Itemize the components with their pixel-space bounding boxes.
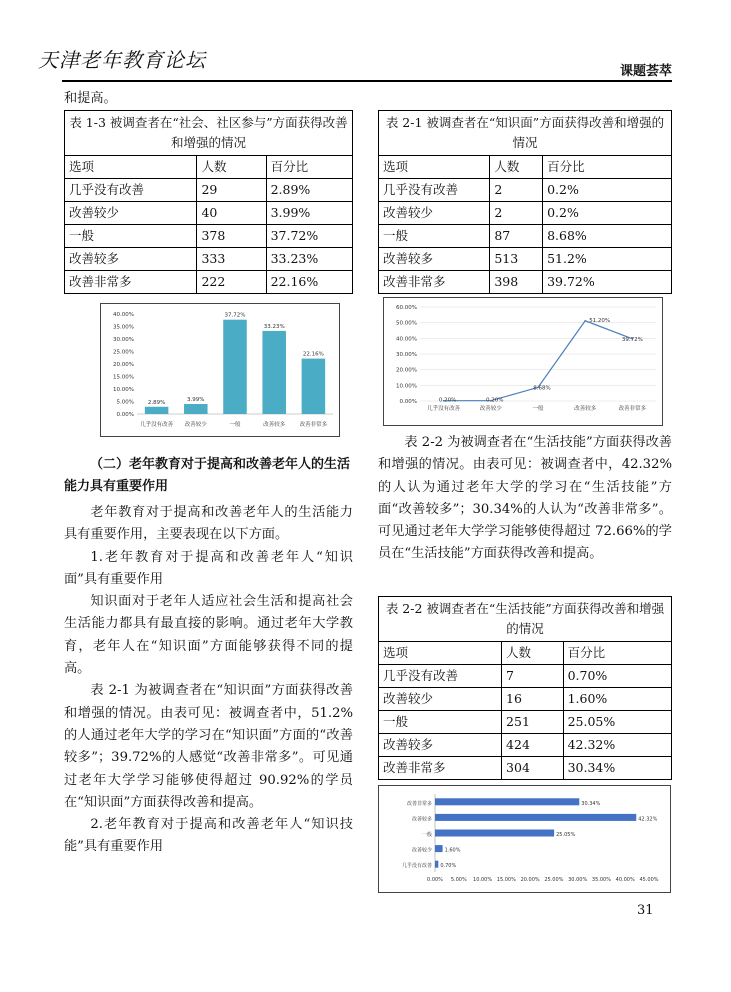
table-cell: 0.2% [543, 179, 672, 202]
table-cell: 几乎没有改善 [379, 665, 502, 688]
table-row [379, 179, 672, 202]
paragraph: 老年教育对于提高和改善老年人的生活能力具有重要作用，主要表现在以下方面。 [64, 505, 353, 543]
y-tick-label: 20.00% [113, 362, 134, 368]
table-header-cell: 百分比 [266, 156, 352, 179]
y-tick-label: 35.00% [113, 324, 134, 331]
table-header-cell: 人数 [502, 642, 564, 665]
chart-1-3 [101, 304, 339, 436]
table-cell: 2.89% [266, 179, 352, 202]
x-tick-label: 30.00% [568, 877, 588, 883]
table-header-cell: 人数 [197, 156, 266, 179]
data-label: 37.72% [224, 312, 246, 319]
paragraph: 知识面对于老年人适应社会生活和提高社会生活能力都具有最直接的影响。通过老年大学教育，老年人在“知识面”方面能够获得不同的提高。 [64, 594, 353, 677]
chart-2-2-box [378, 785, 671, 893]
table-2-2 [378, 596, 672, 780]
table-row [379, 734, 672, 757]
table-1-3 [64, 110, 353, 294]
data-label: 39.72% [621, 336, 643, 343]
table-cell: 87 [490, 225, 543, 248]
x-tick-label: 一般 [532, 406, 544, 412]
x-tick-label: 45.00% [639, 877, 659, 883]
y-tick-label: 改善较多 [411, 816, 432, 823]
y-tick-label: 15.00% [113, 374, 134, 381]
table-cell: 改善非常多 [65, 271, 197, 294]
table-cell: 25.05% [563, 711, 671, 734]
x-tick-label: 40.00% [615, 877, 635, 883]
bar [223, 320, 247, 414]
y-tick-label: 10.00% [113, 387, 134, 393]
table-cell: 一般 [65, 225, 197, 248]
table-cell: 改善较多 [379, 248, 490, 271]
data-label: 0.20% [438, 397, 457, 404]
table-cell: 40 [197, 202, 266, 225]
table-cell: 一般 [379, 225, 490, 248]
table-cell: 一般 [379, 711, 502, 734]
table-caption: 表 2-1 被调查者在“知识面”方面获得改善和增强的情况 [379, 111, 672, 156]
y-tick-label: 30.00% [396, 352, 417, 358]
table-row [379, 202, 672, 225]
x-tick-label: 改善较多 [263, 422, 286, 428]
table-cell: 304 [502, 757, 564, 780]
table-cell: 39.72% [543, 271, 672, 294]
table-caption: 表 1-3 被调查者在“社会、社区参与”方面获得改善和增强的情况 [65, 111, 353, 156]
y-tick-label: 40.00% [396, 336, 417, 343]
data-label: 33.23% [263, 323, 285, 330]
bar [435, 829, 554, 836]
table-cell: 22.16% [266, 271, 352, 294]
table-cell: 2 [490, 202, 543, 225]
y-tick-label: 0.00% [116, 412, 134, 418]
table-cell: 3.99% [266, 202, 352, 225]
table-row [379, 711, 672, 734]
paragraph: 表 2-1 为被调查者在“知识面”方面获得改善和增强的情况。由表可见：被调查者中，51.2%的人通过老年大学的学习在“知识面”方面的“改善较多”；39.72%的人感觉“改善非常多”。可见通过老年大学学习能够使得超过 90.92%的学员在“知识面”方面获得改善和提高。 [64, 683, 353, 810]
x-tick-label: 20.00% [520, 877, 540, 883]
table-row [379, 248, 672, 271]
table-row [65, 202, 353, 225]
bar [435, 798, 579, 805]
table-cell: 1.60% [563, 688, 671, 711]
y-tick-label: 20.00% [396, 367, 417, 374]
data-label: 3.99% [187, 397, 205, 404]
table-cell: 改善较少 [379, 202, 490, 225]
x-tick-label: 改善非常多 [618, 406, 647, 412]
table-cell: 513 [490, 248, 543, 271]
table-row [379, 225, 672, 248]
y-tick-label: 0.00% [399, 399, 417, 405]
data-label: 51.20% [589, 317, 611, 324]
section-title: 课题荟萃 [620, 64, 673, 79]
y-tick-label: 40.00% [113, 312, 134, 318]
x-tick-label: 0.00% [427, 877, 443, 883]
table-cell: 几乎没有改善 [65, 179, 197, 202]
table-cell: 改善较少 [379, 688, 502, 711]
table-header-cell: 选项 [379, 156, 490, 179]
table-header-cell: 百分比 [543, 156, 672, 179]
table-row [65, 271, 353, 294]
table-row [65, 248, 353, 271]
table-cell: 改善较多 [65, 248, 197, 271]
table-cell: 几乎没有改善 [379, 179, 490, 202]
chart-2-2 [379, 786, 670, 892]
table-row [379, 757, 672, 780]
data-label: 22.16% [302, 351, 324, 358]
table-cell: 37.72% [266, 225, 352, 248]
table-cell: 0.70% [563, 665, 671, 688]
paragraph: 1.老年教育对于提高和改善老年人“知识面”具有重要作用 [64, 549, 353, 587]
right-body [378, 432, 672, 566]
table-header-cell: 选项 [65, 156, 197, 179]
bar [145, 407, 169, 414]
data-label: 0.20% [486, 397, 504, 404]
paragraph: 2.老年教育对于提高和改善老年人“知识技能”具有重要作用 [64, 817, 353, 855]
chart-1-3-box [100, 303, 340, 437]
y-tick-label: 一般 [421, 832, 432, 839]
table-cell: 251 [502, 711, 564, 734]
bar [435, 814, 636, 821]
x-tick-label: 改善较少 [184, 422, 207, 428]
chart-2-1 [384, 298, 662, 425]
section-heading: （二）老年教育对于提高和改善老年人的生活能力具有重要作用 [64, 457, 351, 494]
table-row [379, 271, 672, 294]
y-tick-label: 改善非常多 [406, 800, 432, 807]
table-cell: 改善非常多 [379, 757, 502, 780]
x-tick-label: 35.00% [591, 877, 611, 883]
table-cell: 7 [502, 665, 564, 688]
data-label: 0.70% [440, 863, 457, 870]
x-tick-label: 几乎没有改善 [427, 406, 461, 412]
y-tick-label: 10.00% [396, 383, 417, 390]
y-tick-label: 25.00% [113, 349, 134, 356]
table-caption: 表 2-2 被调查者在“生活技能”方面获得改善和增强的情况 [379, 597, 672, 642]
x-tick-label: 一般 [229, 422, 241, 428]
x-tick-label: 几乎没有改善 [140, 422, 174, 428]
chart-2-1-box [383, 297, 663, 426]
bar [262, 331, 286, 414]
table-cell: 424 [502, 734, 564, 757]
journal-logo: 天津老年教育论坛 [38, 48, 206, 72]
table-cell: 333 [197, 248, 266, 271]
table-cell: 42.32% [563, 734, 671, 757]
bar [184, 404, 208, 414]
table-header-cell: 百分比 [563, 642, 671, 665]
data-label: 42.32% [638, 816, 658, 823]
y-tick-label: 30.00% [113, 337, 134, 343]
data-label: 8.68% [533, 385, 551, 392]
x-tick-label: 5.00% [450, 877, 467, 883]
y-tick-label: 改善较少 [411, 847, 432, 854]
table-row [65, 225, 353, 248]
table-cell: 29 [197, 179, 266, 202]
y-tick-label: 60.00% [396, 305, 417, 311]
table-cell: 51.2% [543, 248, 672, 271]
data-label: 1.60% [444, 847, 461, 854]
x-tick-label: 改善较少 [479, 406, 502, 412]
table-row [379, 688, 672, 711]
left-body [64, 454, 353, 859]
y-tick-label: 50.00% [396, 320, 417, 327]
data-point [584, 320, 586, 322]
bar [302, 359, 326, 414]
bar [435, 845, 443, 852]
table-cell: 改善非常多 [379, 271, 490, 294]
x-tick-label: 10.00% [473, 877, 493, 883]
table-cell: 398 [490, 271, 543, 294]
table-cell: 8.68% [543, 225, 672, 248]
x-tick-label: 改善较多 [574, 406, 597, 412]
table-2-1 [378, 110, 672, 294]
data-label: 2.89% [147, 399, 166, 406]
table-cell: 2 [490, 179, 543, 202]
x-tick-label: 25.00% [544, 877, 564, 883]
table-cell: 16 [502, 688, 564, 711]
x-tick-label: 15.00% [496, 877, 516, 883]
table-header-cell: 人数 [490, 156, 543, 179]
y-tick-label: 几乎没有改善 [401, 863, 432, 870]
header-rule [62, 80, 672, 82]
table-cell: 0.2% [543, 202, 672, 225]
table-cell: 33.23% [266, 248, 352, 271]
table-cell: 改善较多 [379, 734, 502, 757]
table-row [379, 665, 672, 688]
page-number: 31 [637, 903, 654, 918]
table-cell: 222 [197, 271, 266, 294]
table-cell: 改善较少 [65, 202, 197, 225]
table-row [65, 179, 353, 202]
left-intro-text: 和提高。 [64, 91, 117, 106]
x-tick-label: 改善非常多 [299, 422, 328, 428]
table-cell: 30.34% [563, 757, 671, 780]
bar [435, 861, 438, 868]
paragraph: 表 2-2 为被调查者在“生活技能”方面获得改善和增强的情况。由表可见：被调查者中，42.32%的人认为通过老年大学的学习在“生活技能”方面“改善较多”；30.34%的人认为“改善非常多”。可见通过老年大学学习能够使得超过 72.66%的学员在“生活技能”方面获得改善和提高。 [378, 435, 672, 562]
table-cell: 378 [197, 225, 266, 248]
y-tick-label: 5.00% [116, 399, 134, 406]
table-header-cell: 选项 [379, 642, 502, 665]
data-label: 30.34% [581, 800, 601, 807]
data-label: 25.05% [556, 832, 576, 839]
